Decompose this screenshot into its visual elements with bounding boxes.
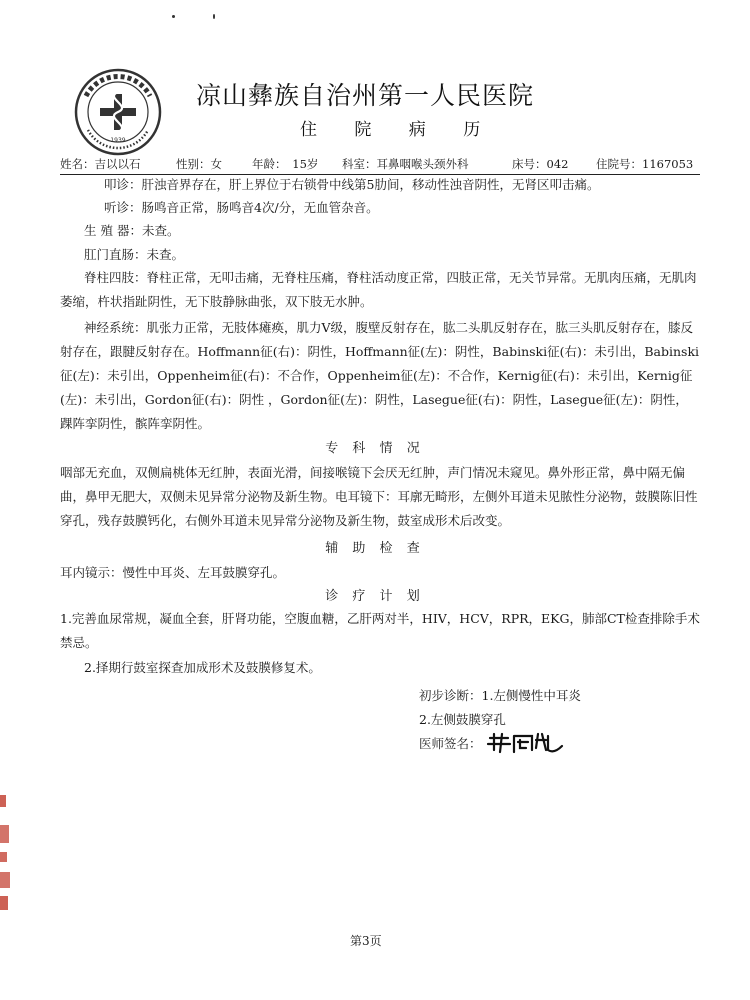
page-number: 第3页 [350,934,382,948]
scan-speck [213,14,215,19]
specialty-text: 咽部无充血，双侧扁桃体无红肿，表面光滑，间接喉镜下会厌无红肿，声门情况未窥见。鼻外形正常，鼻中隔无偏曲，鼻甲无肥大，双侧未见异常分泌物及新生物。电耳镜下：耳廓无畸形，左侧外耳道未见脓性分泌物，鼓膜陈旧性穿孔，残存鼓膜钙化，右侧外耳道未见异常分泌物及新生物，鼓室成形术后改变。 [60,465,698,528]
plan-section-title: 诊 疗 计 划 [325,589,425,604]
spine-limbs-text: 脊柱四肢：脊柱正常，无叩击痛，无脊柱压痛，脊柱活动度正常，四肢正常，无关节异常。无肌肉压痛，无肌肉萎缩，杵状指趾阴性，无下肢静脉曲张，双下肢无水肿。 [60,270,697,309]
record-title: 住 院 病 历 [300,120,497,140]
patient-gender: 性别：女 [176,157,222,171]
diagnosis-line-2: 2.左侧鼓膜穿孔 [419,712,506,727]
percussion-text: 叩诊：肝浊音界存在，肝上界位于右锁骨中线第5肋间，移动性浊音阴性，无肾区叩击痛。 [104,177,600,192]
neuro-text: 神经系统：肌张力正常，无肢体瘫痪，肌力Ⅴ级，腹壁反射存在，肱二头肌反射存在，肱三头肌反射存在，膝反射存在，跟腱反射存在。Hoffmann征(右)：阴性，Hoffmann征(左)：阴性，Babinski征(右)：未引出，Babinski征(左)：未引出，Oppenheim征(右)：不合作，Oppenheim征(左)：不合作，Kernig征(右)：未引出，Kernig征(左)：未引出，Gordon征(右)：阴性 ，Gordon征(左)：阴性，Lasegue征(右)：阴性，Lasegue征(左)：阴性，踝阵挛阴性，髌阵挛阴性。 [60,320,700,431]
logo-year: 1939 [110,137,126,144]
patient-name: 姓名：吉以以石 [60,157,141,171]
edge-stamp-artifact [0,790,14,920]
hospital-logo [74,68,162,156]
hospital-name: 凉山彝族自治州第一人民医院 [196,81,535,110]
scan-speck [172,15,175,18]
patient-age: 年龄： 15岁 [252,157,319,171]
auxiliary-text: 耳内镜示：慢性中耳炎、左耳鼓膜穿孔。 [60,565,286,580]
plan-item-1: 1.完善血尿常规，凝血全套，肝肾功能，空腹血糖，乙肝两对半，HIV，HCV，RPR，EKG，肺部CT检查排除手术禁忌。 [60,611,700,650]
plan-item-2: 2.择期行鼓室探查加成形术及鼓膜修复术。 [84,660,321,675]
admission-number: 住院号：1167053 [596,157,694,171]
rectal-text: 肛门直肠：未查。 [84,247,185,262]
patient-department: 科室：耳鼻咽喉头颈外科 [342,157,469,171]
specialty-section-title: 专 科 情 况 [325,441,425,456]
auscultation-text: 听诊：肠鸣音正常，肠鸣音4次/分，无血管杂音。 [104,200,379,215]
signature-label: 医师签名： [419,736,482,751]
diagnosis-line-1: 初步诊断：1.左侧慢性中耳炎 [419,688,581,703]
auxiliary-section-title: 辅 助 检 查 [325,541,425,556]
patient-bed: 床号：042 [512,157,569,171]
genital-text: 生 殖 器：未查。 [84,223,180,238]
doctor-signature [486,728,566,756]
